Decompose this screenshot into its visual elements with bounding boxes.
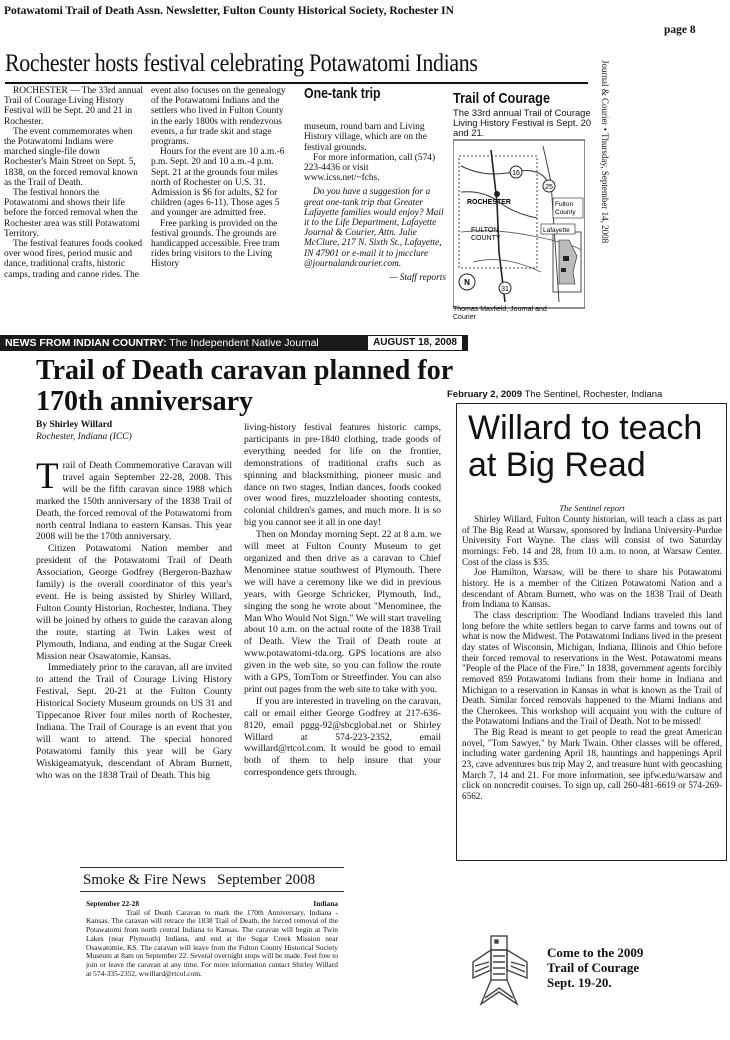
paragraph: living-history festival features historic camps, participants in pre-1840 clothing, trade goods of everything needed for life on the frontier, demonstrations of traditional crafts such as spinning and blacksmithing, pioneer music and dance on two stages, Indian dances, foods cooked over wood fires, muzzleloader shooting contests, colonial children's games, and much more. It is so big you cannot see it all in one day! bbox=[244, 422, 441, 529]
paragraph: The class description: The Woodland Indians traveled this land long before the white settlers began to carve farms and towns out of what is now the Midwest. The Potawatomi Indians lived in the present day states of Wisconsin, Michigan, Indiana, Illinois and Ohio before their forced removal to reservations in the West. Potawatomi means "People of the Place of the Fire." In 1838, government agents forcibly removed 859 Potawatomi Indians from their home in Indiana and Michigan to a reservation in Kansas in what is known as the Trail of Death. Similar forced removals happened to the Miami Indians and the Cherokees. This workshop will acquaint you with the culture of the Potawatomi Indians and the Trail of Death. Not to be missed! bbox=[462, 609, 722, 727]
paragraph: Shirley Willard, Fulton County historian, will teach a class as part of The Big Read at Warsaw, sponsored by Indiana University-Purdue University Fort Wayne. The class will consist of two Saturday mornings: Feb. 14 and 28, from 10 a.m. to noon, at Warsaw Center. Cost of the class is $35. bbox=[462, 514, 722, 567]
staff-reports: — Staff reports bbox=[389, 273, 446, 284]
willard-article-title: Willard to teach at Big Read bbox=[468, 409, 703, 484]
thunderbird-icon bbox=[467, 932, 533, 1018]
smoke-fire-title: Smoke & Fire News September 2008 bbox=[83, 872, 316, 888]
rochester-label: ROCHESTER bbox=[467, 199, 511, 206]
sentinel-report-label: The Sentinel report bbox=[559, 503, 625, 513]
paragraph: The Big Read is meant to get people to read the great American novel, "Tom Sawyer," by Mark Twain. Other classes will be offered, including water gardening April 18, hauntings and happenings April 23, cave adventures bus trip May 2, and treasure hunt with geocashing March 7, 14 and 21. For more information, see ipfw.edu/warsaw and click on noncredit courses. To sign up, call 260-481-6619 or 574-269-6562. bbox=[462, 727, 722, 802]
sentinel-dateline: February 2, 2009 The Sentinel, Rochester, Indiana bbox=[447, 389, 663, 400]
paragraph: Trail of Death Commemorative Caravan will travel again September 22-28, 2008. This will be the fifth caravan since 1988 which marked the 150th anniversary of the 1838 Trail of Death, the forced removal of the Potawatomi from north central Indiana to eastern Kansas. This year 2008 will be the 170th anniversary. bbox=[36, 456, 232, 543]
byline-location: Rochester, Indiana (ICC) bbox=[36, 432, 132, 442]
paragraph: Then on Monday morning Sept. 22 at 8 a.m. we will meet at Fulton County Museum to get organized and then drive as a caravan to Chief Menominee statue southwest of Plymouth. There we will have a ceremony like we did in previous years, with George Schricker, Plymouth, Ind., singing the song he wrote about "Menominee, the Man Who Would Not Sign." We will start traveling about 10 a.m. on the actual route of the 1838 Trail of Death. View the Trail of Death route at www.potawatomi-tda.org. GPS locations are also given in the web site, so you can follow the route with a GPS, TomTom or Streetfinder. You can also print out pages from the web site to take with you. bbox=[244, 529, 441, 695]
paragraph: event also focuses on the genealogy of the Potawatomi Indians and the settlers who lived in Fulton County in the early 1800s with rendezvous events, a fur trade skit and stage programs. bbox=[151, 86, 286, 148]
route-16-label: 16 bbox=[512, 170, 520, 177]
paragraph: The festival honors the Potawatomi and shows their life before the forced removal when the Rochester area was still Potawatomi Territory. bbox=[4, 188, 140, 239]
paragraph: Citizen Potawatomi Nation member and president of the Potawatomi Trail of Death Association, George Godfrey (Bergeron-Bazhaw family) is the overall coordinator of this year's event. He is being assisted by Shirley Willard, Fulton County Historian, Rochester, Indiana. They will be joined by others to guide the caravan along the route, starting at Twin Lakes west of Plymouth, Indiana, and ending at the Sugar Creek Mission near Osawatomie, Kansas. bbox=[36, 543, 232, 662]
smoke-fire-listing bbox=[86, 900, 338, 978]
page-number: page 8 bbox=[664, 24, 696, 36]
trail-of-courage-box-title: Trail of Courage bbox=[453, 90, 551, 107]
paragraph: If you are interested in traveling on the caravan, call or email either George Godfrey at 217-636-8120, email pggg-92@sbcglobal.net or Shirley Willard at 574-223-2352, email wwillard@rtcol.com. It would be good to email both of them to help insure that your correspondence gets through. bbox=[244, 695, 441, 779]
county-label: COUNTY bbox=[471, 235, 501, 242]
side-credit: Journal & Courier • Thursday, September 14, 2008 bbox=[600, 60, 610, 244]
suggestion-note: Do you have a suggestion for a great one-tank trip that Greater Lafayette families would enjoy? Mail it to the Life Department, Lafayette Journal & Courier, Attn. Julie McClure, 217 N. Sixth St., Lafayette, IN 47901 or e-mail it to jmcclure @journalandcourier.com. bbox=[304, 187, 444, 269]
trail-of-courage-box-text: The 33rd annual Trail of Courage Living History Festival is Sept. 20 and 21. bbox=[453, 107, 592, 138]
listing-state: Indiana bbox=[313, 899, 338, 908]
north-arrow-label: N bbox=[464, 278, 470, 287]
caravan-article-title: Trail of Death caravan planned for 170th anniversary bbox=[36, 355, 453, 417]
inset-county-label: County bbox=[555, 209, 576, 216]
lafayette-label: Lafayette bbox=[543, 227, 570, 234]
smoke-fire-bottom-rule bbox=[80, 891, 344, 892]
festival-article-col2 bbox=[151, 86, 293, 270]
banner-publication: NEWS FROM INDIAN COUNTRY: bbox=[5, 337, 167, 349]
willard-article-body bbox=[462, 514, 722, 802]
route-31-label: 31 bbox=[501, 286, 509, 293]
come-to-festival-notice: Come to the 2009 Trail of Courage Sept. 19-20. bbox=[547, 945, 644, 990]
drop-cap: T bbox=[36, 456, 59, 497]
paragraph: For more information, call (574) 223-4436 or visit www.icss.net/~fchs. bbox=[304, 152, 436, 184]
byline: By Shirley Willard bbox=[36, 420, 113, 430]
paragraph: museum, round barn and Living History village, which are on the festival grounds. bbox=[304, 122, 427, 153]
festival-article-col1 bbox=[4, 86, 144, 280]
caravan-article-col2 bbox=[244, 422, 441, 779]
banner-date: AUGUST 18, 2008 bbox=[368, 336, 462, 350]
caravan-article-col1 bbox=[36, 456, 232, 781]
banner-subtitle: The Independent Native Journal bbox=[166, 337, 319, 349]
paragraph: Joe Hamilton, Warsaw, will be there to share his Potawatomi history. He is a member of the Citizen Potawatomi Nation and a descendant of Abram Burnett, who was on the 1838 Trail of Death from Indiana to Kansas. bbox=[462, 567, 722, 610]
listing-date: September 22-28 bbox=[86, 899, 140, 908]
one-tank-trip-label: One-tank trip bbox=[304, 85, 381, 102]
paragraph: Hours for the event are 10 a.m.-6 p.m. Sept. 20 and 10 a.m.-4 p.m. Sept. 21 at the grounds four miles north of Rochester on U.S. 31. Admission is $6 for adults, $2 for children (ages 6-11). Those ages 5 and younger are admitted free. bbox=[151, 147, 285, 219]
festival-article-title: Rochester hosts festival celebrating Potawatomi Indians bbox=[5, 48, 478, 77]
inset-fulton-label: Fulton bbox=[555, 201, 574, 208]
festival-article-col3 bbox=[304, 85, 446, 284]
paragraph: The festival features foods cooked over wood fires, period music and dance, traditional crafts, historic camps, trading and canoe rides. The bbox=[4, 239, 143, 280]
fulton-label: FULTON bbox=[471, 227, 499, 234]
fulton-county-map bbox=[453, 132, 585, 312]
title-rule bbox=[5, 82, 588, 84]
news-from-indian-country-banner bbox=[0, 335, 468, 351]
paragraph: Immediately prior to the caravan, all are invited to attend the Trail of Courage Living History Festival, Sept. 20-21 at the Fulton County Historical Society Museum grounds on US 31 and Tippecanoe River four miles north of Rochester, Indiana. The Trail of Courage is an event that you will want to attend. The special honored Potawatomi family this year will be Gary Wiskigeamatyuk, descendant of Abram Burnett, who was on the 1838 Trail of Death. This big bbox=[36, 662, 232, 781]
map-credit: Thomas Maxfield, Journal and Courier bbox=[453, 306, 547, 321]
smoke-fire-top-rule bbox=[80, 867, 344, 868]
paragraph: Free parking is provided on the festival grounds. The grounds are handicapped accessible. Free tram rides bring visitors to the Living History bbox=[151, 218, 280, 270]
newsletter-header: Potawatomi Trail of Death Assn. Newsletter, Fulton County Historical Society, Rochester IN bbox=[4, 5, 454, 17]
rochester-marker bbox=[494, 191, 500, 197]
route-25-label: 25 bbox=[545, 184, 553, 191]
paragraph: The event commemorates when the Potawatomi Indians were marched single-file down Rochester's Main Street on Sept. 5, 1838, on the forced removal known as the Trail of Death. bbox=[4, 126, 138, 188]
listing-text: Trail of Death Caravan to mark the 170th Anniversary, Indiana - Kansas. The caravan will retrace the 1838 Trail of Death, the forced removal of the Potawatomi from north central Indiana to Kansas. The caravan will begin at Twin Lakes (near Plymouth) Indiana, and end at the Sugar Creek Mission near Osawatomie, KS. The caravan will leave from the Fulton County Historical Society Museum at 8am on September 22. Several overnight stops will be made. Feel free to join or leave the caravan at any time. For more information contact Shirley Willard at 574-335-2352, wwillard@rtcol.com. bbox=[86, 907, 338, 978]
paragraph: ROCHESTER — The 33rd annual Trail of Courage Living History Festival will be Sept. 20 and 21 in Rochester. bbox=[4, 86, 144, 127]
